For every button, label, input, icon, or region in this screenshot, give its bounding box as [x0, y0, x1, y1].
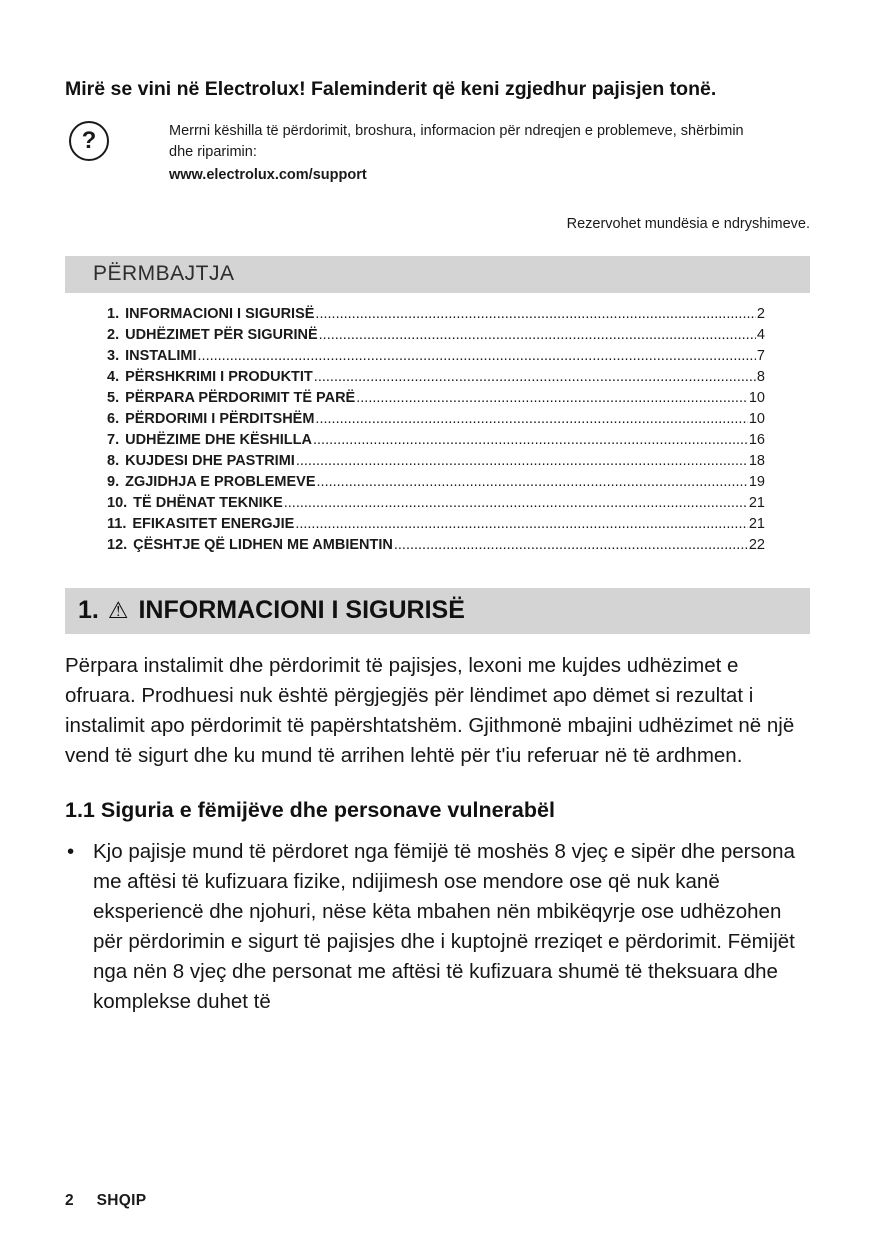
toc-item-number: 8. [107, 452, 120, 469]
toc-leader-dots [394, 535, 748, 556]
changes-reserved-note: Rezervohet mundësia e ndryshimeve. [566, 215, 810, 232]
toc-item-9[interactable] [107, 472, 765, 493]
toc-item-page: 19 [748, 473, 765, 490]
toc-item-page: 21 [748, 515, 765, 532]
toc-leader-dots [198, 346, 756, 367]
toc-item-page: 10 [748, 389, 765, 406]
support-block [65, 121, 810, 186]
toc-item-page: 21 [748, 494, 765, 511]
toc-item-page: 16 [748, 431, 765, 448]
toc-item-number: 4. [107, 368, 120, 385]
welcome-heading: Mirë se vini në Electrolux! Faleminderit që keni zgjedhur pajisjen tonë. [65, 78, 717, 100]
toc-item-label: EFIKASITET ENERGJIE [132, 515, 295, 532]
toc-item-number: 10. [107, 494, 128, 511]
toc-item-11[interactable] [107, 514, 765, 535]
help-question-icon: ? [69, 121, 109, 161]
bullet-item [65, 837, 810, 1017]
toc-item-label: PËRDORIMI I PËRDITSHËM [125, 410, 315, 427]
support-text-block [169, 121, 769, 186]
toc-item-page: 10 [748, 410, 765, 427]
toc-item-label: UDHËZIME DHE KËSHILLA [125, 431, 312, 448]
toc-item-6[interactable] [107, 409, 765, 430]
safety-bullet-list [65, 837, 810, 1017]
toc-leader-dots [295, 514, 748, 535]
toc-leader-dots [313, 430, 748, 451]
toc-item-label: ÇËSHTJE QË LIDHEN ME AMBIENTIN [133, 536, 393, 553]
section-1-header [65, 588, 810, 634]
toc-item-1[interactable] [107, 304, 765, 325]
section-1-intro-paragraph: Përpara instalimit dhe përdorimit të pajisjes, lexoni me kujdes udhëzimet e ofruara. Prodhuesi nuk është përgjegjës për lëndimet apo dëmet si rezultat i instalimit apo përdorimit të papërshtatshëm. Gjithmonë mbajini udhëzimet në një vend të sigurt dhe ku mund të arrihen lehtë për t'iu referuar në të ardhmen. [65, 653, 795, 767]
toc-item-7[interactable] [107, 430, 765, 451]
toc-item-number: 12. [107, 536, 128, 553]
toc-header: PËRMBAJTJA [65, 256, 810, 293]
toc-item-number: 5. [107, 389, 120, 406]
support-url-link[interactable]: www.electrolux.com/support [169, 166, 367, 183]
toc-item-5[interactable] [107, 388, 765, 409]
toc-leader-dots [315, 304, 756, 325]
toc-item-page: 4 [756, 326, 765, 343]
toc-item-label: INFORMACIONI I SIGURISË [125, 305, 315, 322]
toc-item-number: 9. [107, 473, 120, 490]
toc-item-label: UDHËZIMET PËR SIGURINË [125, 326, 318, 343]
toc-item-page: 7 [756, 347, 765, 364]
footer-language-label: SHQIP [96, 1192, 147, 1209]
bullet-marker [65, 837, 93, 1017]
toc-item-3[interactable] [107, 346, 765, 367]
toc-leader-dots [296, 451, 748, 472]
section-1-title: INFORMACIONI I SIGURISË [138, 596, 465, 625]
support-text: Merrni këshilla të përdorimit, broshura, informacion për ndreqjen e problemeve, shërbimin dhe riparimin: [169, 122, 744, 160]
page-footer [65, 1192, 146, 1210]
subsection-1-1-title: 1.1 Siguria e fëmijëve dhe personave vulnerabël [65, 797, 555, 822]
toc-item-label: TË DHËNAT TEKNIKE [133, 494, 283, 511]
footer-page-number: 2 [65, 1192, 74, 1209]
toc-item-label: ZGJIDHJA E PROBLEMEVE [125, 473, 316, 490]
toc-item-number: 3. [107, 347, 120, 364]
bullet-text: Kjo pajisje mund të përdoret nga fëmijë të moshës 8 vjeç e sipër dhe persona me aftësi të kufizuara fizike, ndijimesh ose mendore ose që nuk kanë eksperiencë dhe njohuri, nëse këta mbahen nën mbikëqyrje ose udhëzohen për përdorimin e sigurt të pajisjes dhe i kuptojnë rreziqet e përdorimit. Fëmijët nga nën 8 vjeç dhe personat me aftësi të kufizuara shumë të theksuara dhe komplekse duhet të [93, 839, 795, 1013]
toc-leader-dots [315, 409, 747, 430]
toc-item-4[interactable] [107, 367, 765, 388]
toc-item-label: KUJDESI DHE PASTRIMI [125, 452, 295, 469]
toc-list [65, 304, 810, 556]
toc-leader-dots [317, 472, 748, 493]
toc-item-number: 7. [107, 431, 120, 448]
toc-item-page: 18 [748, 452, 765, 469]
toc-item-page: 8 [756, 368, 765, 385]
toc-item-number: 2. [107, 326, 120, 343]
toc-item-page: 2 [756, 305, 765, 322]
toc-item-page: 22 [748, 536, 765, 553]
toc-item-12[interactable] [107, 535, 765, 556]
toc-leader-dots [356, 388, 748, 409]
warning-triangle-icon: ⚠ [107, 597, 129, 624]
toc-item-2[interactable] [107, 325, 765, 346]
section-1-number: 1. [78, 596, 99, 625]
toc-item-8[interactable] [107, 451, 765, 472]
toc-item-number: 1. [107, 305, 120, 322]
toc-leader-dots [284, 493, 748, 514]
toc-item-label: PËRPARA PËRDORIMIT TË PARË [125, 389, 356, 406]
toc-leader-dots [319, 325, 756, 346]
toc-leader-dots [314, 367, 756, 388]
toc-item-label: INSTALIMI [125, 347, 197, 364]
toc-item-label: PËRSHKRIMI I PRODUKTIT [125, 368, 313, 385]
toc-item-number: 11. [107, 515, 127, 532]
toc-item-number: 6. [107, 410, 120, 427]
toc-item-10[interactable] [107, 493, 765, 514]
